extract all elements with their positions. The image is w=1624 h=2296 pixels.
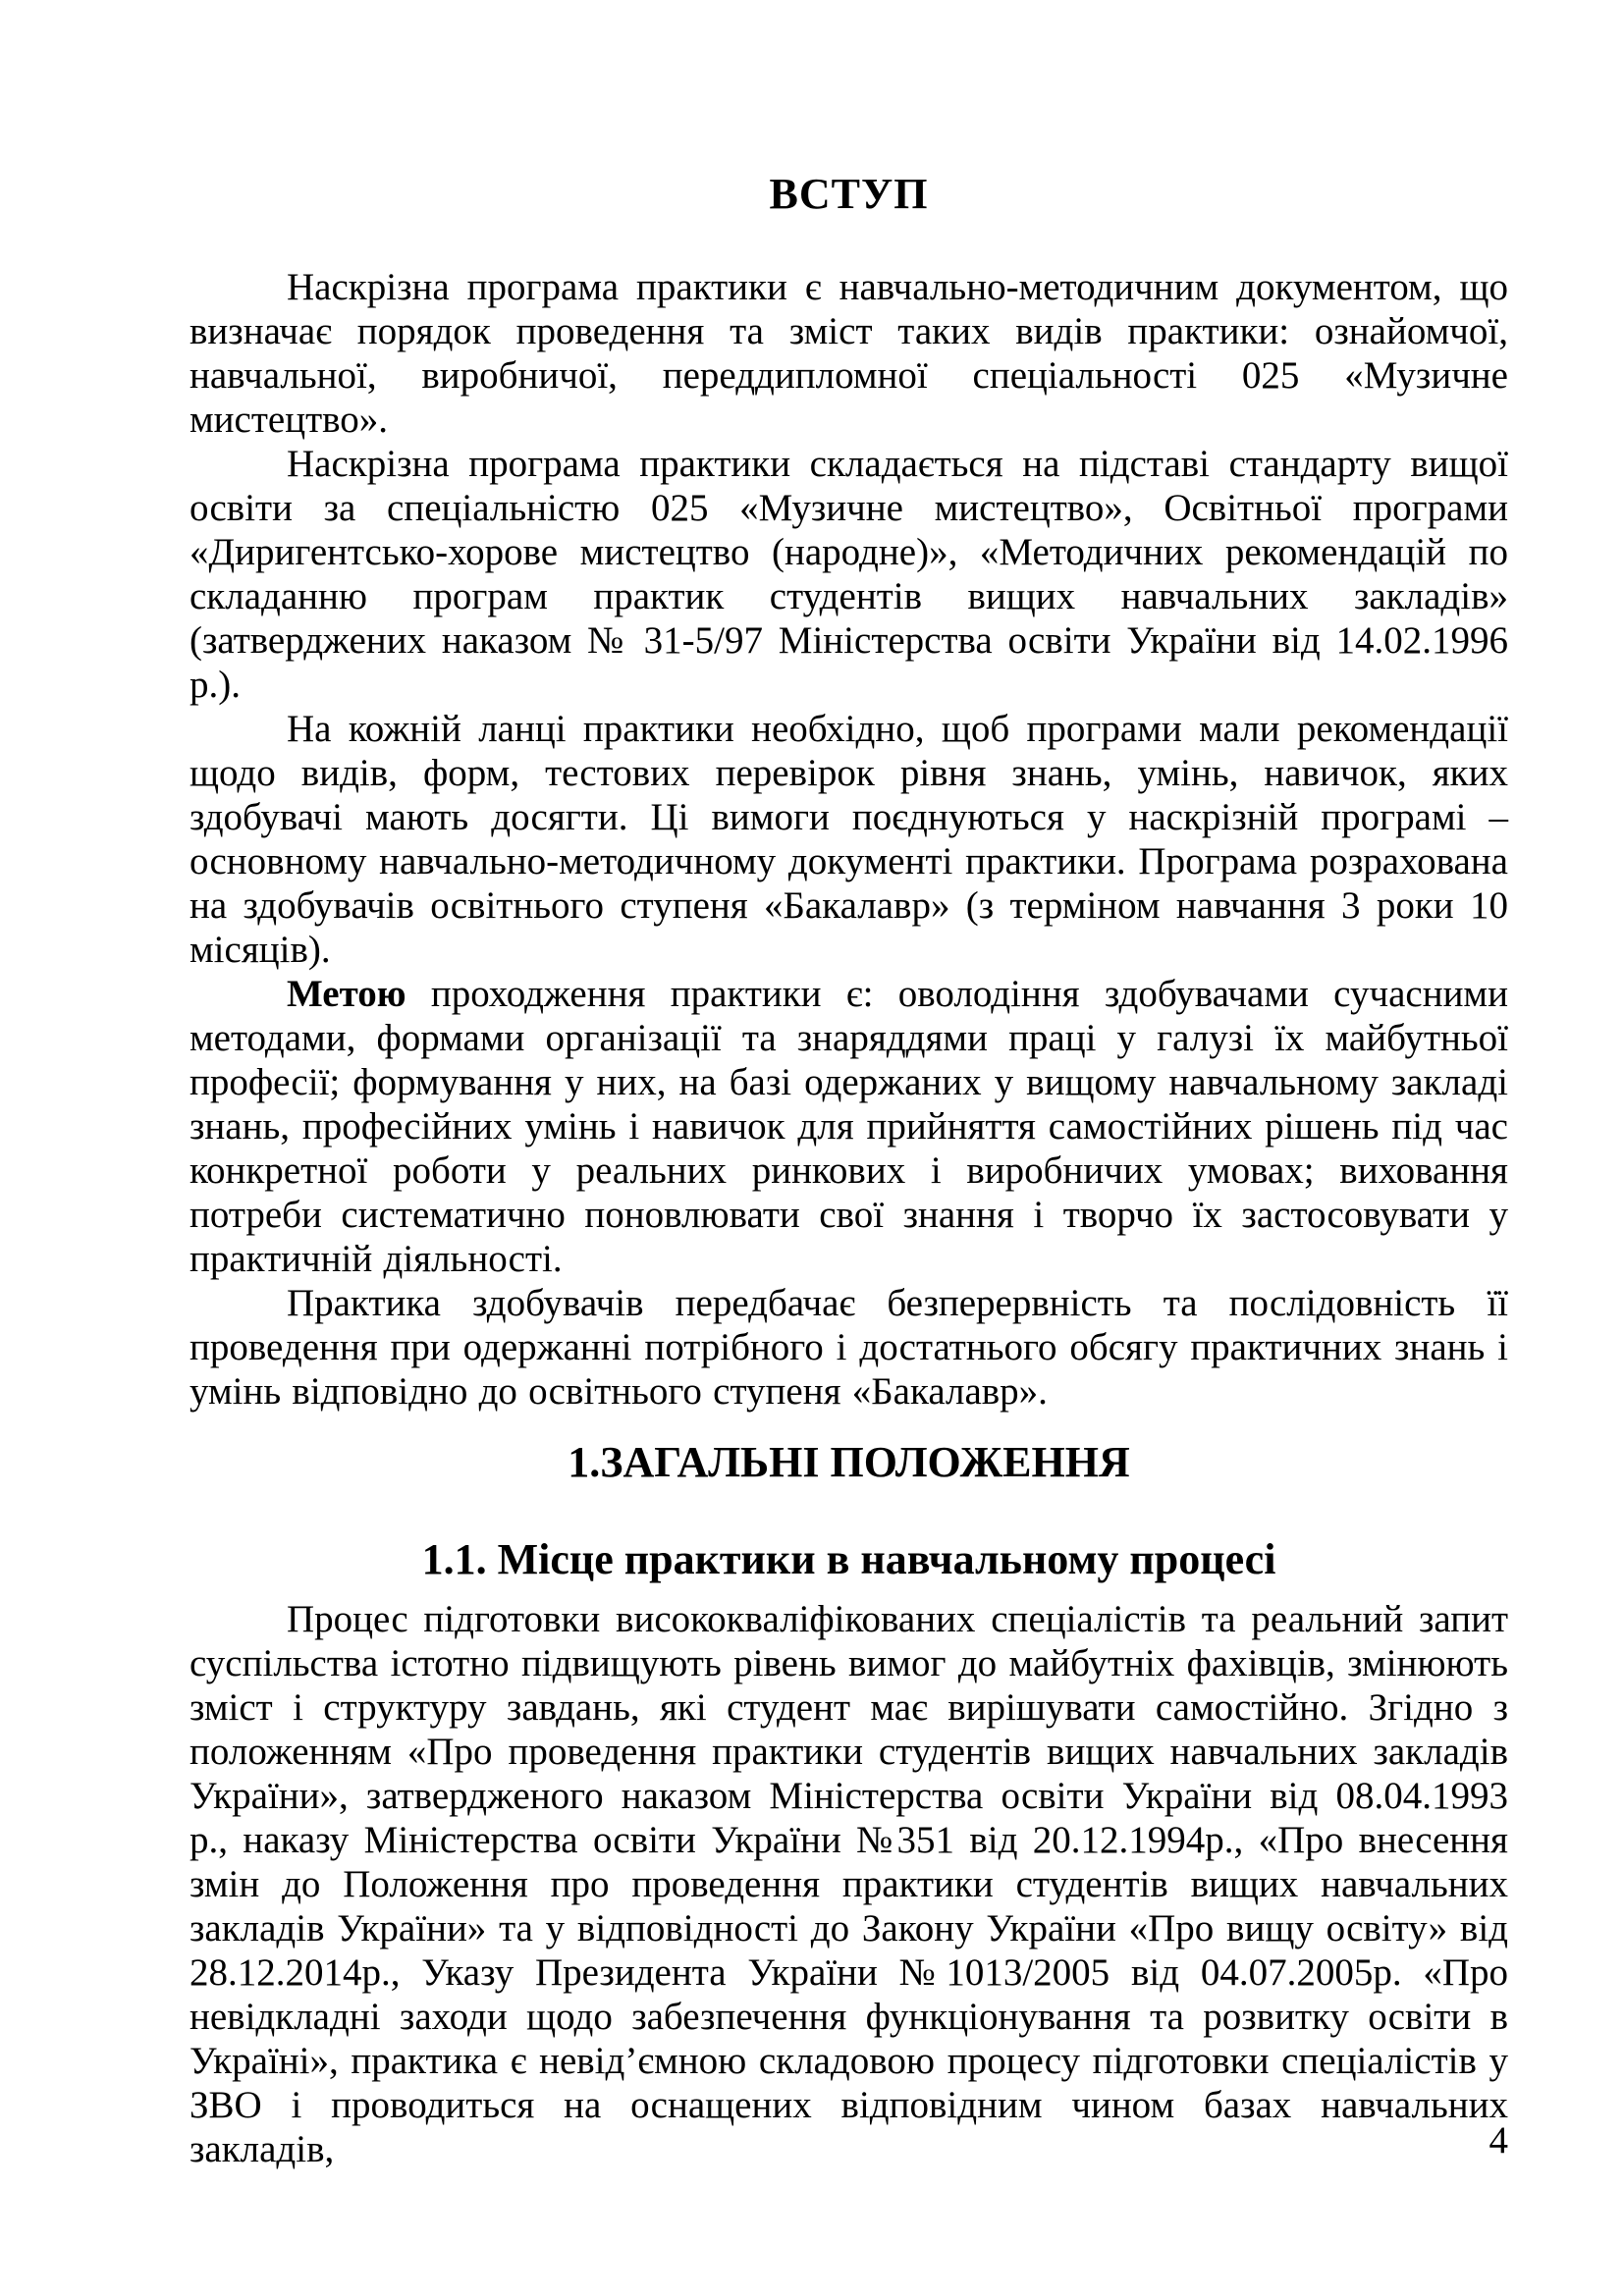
- paragraph-bold-lead: Метою: [287, 973, 406, 1015]
- subsection-heading: 1.1. Місце практики в навчальному процесі: [421, 1535, 1276, 1583]
- intro-paragraph-1: Наскрізна програма практики є навчально-методичним документом, що визначає порядок проведення та зміст таких видів практики: ознайомчої, навчальної, виробничої, переддипломної спеціальності 025 «Музичне мистецтво».: [189, 266, 1508, 441]
- intro-paragraph-3: На кожній ланці практики необхідно, щоб програми мали рекомендації щодо видів, форм, тестових перевірок рівня знань, умінь, навичок, яких здобувачі мають досягти. Ці вимоги поєднуються у наскрізній програмі – основному навчально-методичному документі практики. Програма розрахована на здобувачів освітнього ступеня «Бакалавр» (з терміном навчання 3 роки 10 місяців).: [189, 708, 1508, 971]
- paragraph-rest-text: проходження практики є: оволодіння здобувачами сучасними методами, формами організації та знаряддями праці у галузі їх майбутньої професії; формування у них, на базі одержаних у вищому навчальному закладі знань, професійних умінь і навичок для прийняття самостійних рішень під час конкретної роботи у реальних ринкових і виробничих умовах; виховання потреби систематично поновлювати свої знання і творчо їх застосовувати у практичній діяльності.: [189, 973, 1508, 1280]
- page-content: [189, 172, 1508, 2171]
- page-title: ВСТУП: [769, 170, 929, 218]
- intro-paragraph-4: [189, 972, 1508, 1281]
- section-heading: 1.ЗАГАЛЬНІ ПОЛОЖЕННЯ: [568, 1438, 1130, 1486]
- page-number: 4: [1489, 2119, 1508, 2162]
- intro-paragraph-5: Практика здобувачів передбачає безперервність та послідовність її проведення при одержанні потрібного і достатнього обсягу практичних знань і умінь відповідно до освітнього ступеня «Бакалавр».: [189, 1282, 1508, 1413]
- section-paragraph-1: Процес підготовки висококваліфікованих спеціалістів та реальний запит суспільства істотно підвищують рівень вимог до майбутніх фахівців, змінюють зміст і структуру завдань, які студент має вирішувати самостійно. Згідно з положенням «Про проведення практики студентів вищих навчальних закладів України», затвердженого наказом Міністерства освіти України від 08.04.1993 р., наказу Міністерства освіти України №351 від 20.12.1994р., «Про внесення змін до Положення про проведення практики студентів вищих навчальних закладів України» та у відповідності до Закону України «Про вищу освіту» від 28.12.2014р., Указу Президента України №1013/2005 від 04.07.2005р. «Про невідкладні заходи щодо забезпечення функціонування та розвитку освіти в Україні», практика є невід’ємною складовою процесу підготовки спеціалістів у ЗВО і проводиться на оснащених відповідним чином базах навчальних закладів,: [189, 1598, 1508, 2170]
- intro-paragraph-2: Наскрізна програма практики складається на підставі стандарту вищої освіти за спеціальністю 025 «Музичне мистецтво», Освітньої програми «Диригентсько-хорове мистецтво (народне)», «Методичних рекомендацій по складанню програм практик студентів вищих навчальних закладів» (затверджених наказом № 31-5/97 Міністерства освіти України від 14.02.1996 р.).: [189, 443, 1508, 706]
